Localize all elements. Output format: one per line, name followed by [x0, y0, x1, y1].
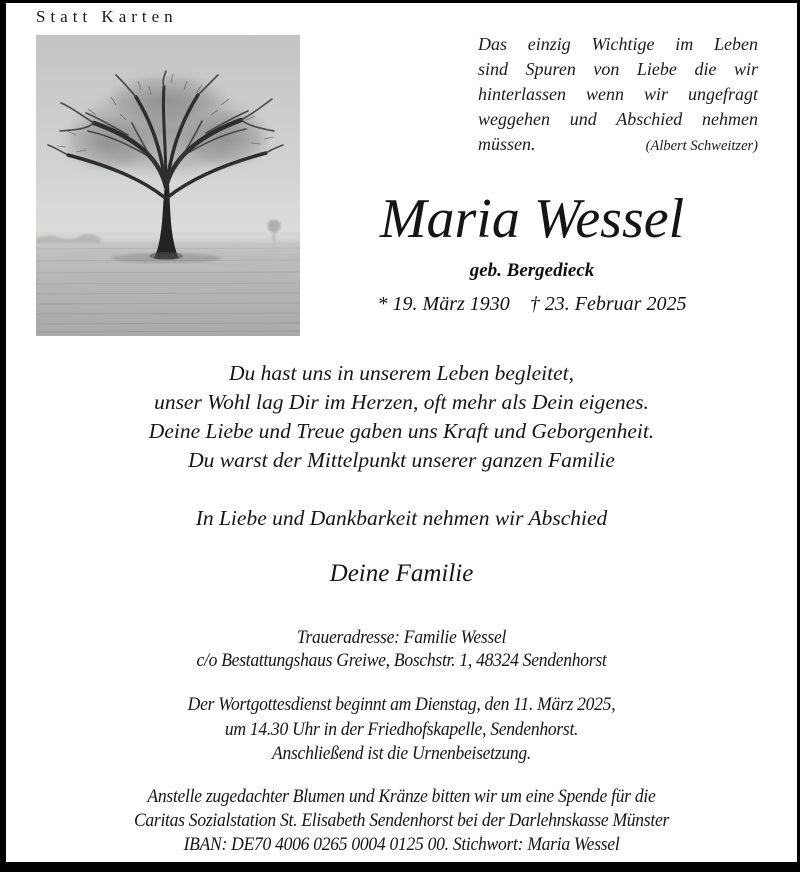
verse-line: Du hast uns in unserem Leben begleitet, — [229, 361, 574, 385]
quote-line: Das einzig Wichtige im Leben — [478, 34, 758, 54]
donation-line: Caritas Sozialstation St. Elisabeth Sendenhorst bei der Darlehnskasse Münster — [133, 811, 670, 831]
donation-info — [26, 785, 777, 857]
service-line: Anschließend ist die Urnenbeisetzung. — [272, 744, 531, 764]
quote-line: weggehen und Abschied nehmen — [478, 109, 758, 129]
death-date: † 23. Februar 2025 — [529, 293, 687, 315]
verse-line: Deine Liebe und Treue gaben uns Kraft und Geborgenheit. — [148, 419, 655, 443]
life-dates — [300, 293, 764, 316]
quote-attribution: (Albert Schweitzer) — [645, 138, 758, 154]
donation-line: IBAN: DE70 4006 0265 0004 0125 00. Stichwort: Maria Wessel — [183, 835, 620, 855]
service-line: Der Wortgottesdienst beginnt am Dienstag, den 11. März 2025, — [187, 695, 616, 715]
farewell-line: In Liebe und Dankbarkeit nehmen wir Abschied — [195, 506, 608, 530]
quote-line: hinterlassen wenn wir ungefragt — [478, 84, 758, 104]
statt-karten-label: Statt Karten — [36, 7, 178, 26]
quote-line: sind Spuren von Liebe die wir — [478, 59, 758, 79]
mourning-address — [26, 627, 777, 673]
birth-date: * 19. März 1930 — [377, 293, 510, 315]
service-info — [26, 693, 777, 767]
winter-tree-photo — [36, 35, 300, 336]
service-line: um 14.30 Uhr in der Friedhofskapelle, Sendenhorst. — [224, 719, 579, 740]
donation-line: Anstelle zugedachter Blumen und Kränze bitten wir um eine Spende für die — [147, 787, 656, 807]
memorial-quote — [478, 32, 758, 159]
deceased-block — [300, 187, 764, 316]
memorial-verse — [6, 359, 797, 475]
family-signature: Deine Familie — [329, 560, 474, 587]
address-line: Traueradresse: Familie Wessel — [296, 628, 507, 648]
deceased-name: Maria Wessel — [379, 188, 685, 250]
address-line: c/o Bestattungshaus Greiwe, Boschstr. 1, 48324 Sendenhorst — [196, 651, 607, 671]
maiden-name: geb. Bergedieck — [469, 260, 595, 281]
verse-line: unser Wohl lag Dir im Herzen, oft mehr als Dein eigenes. — [154, 390, 649, 414]
quote-last-word: müssen. — [478, 134, 536, 154]
verse-line: Du warst der Mittelpunkt unserer ganzen Familie — [188, 448, 615, 472]
